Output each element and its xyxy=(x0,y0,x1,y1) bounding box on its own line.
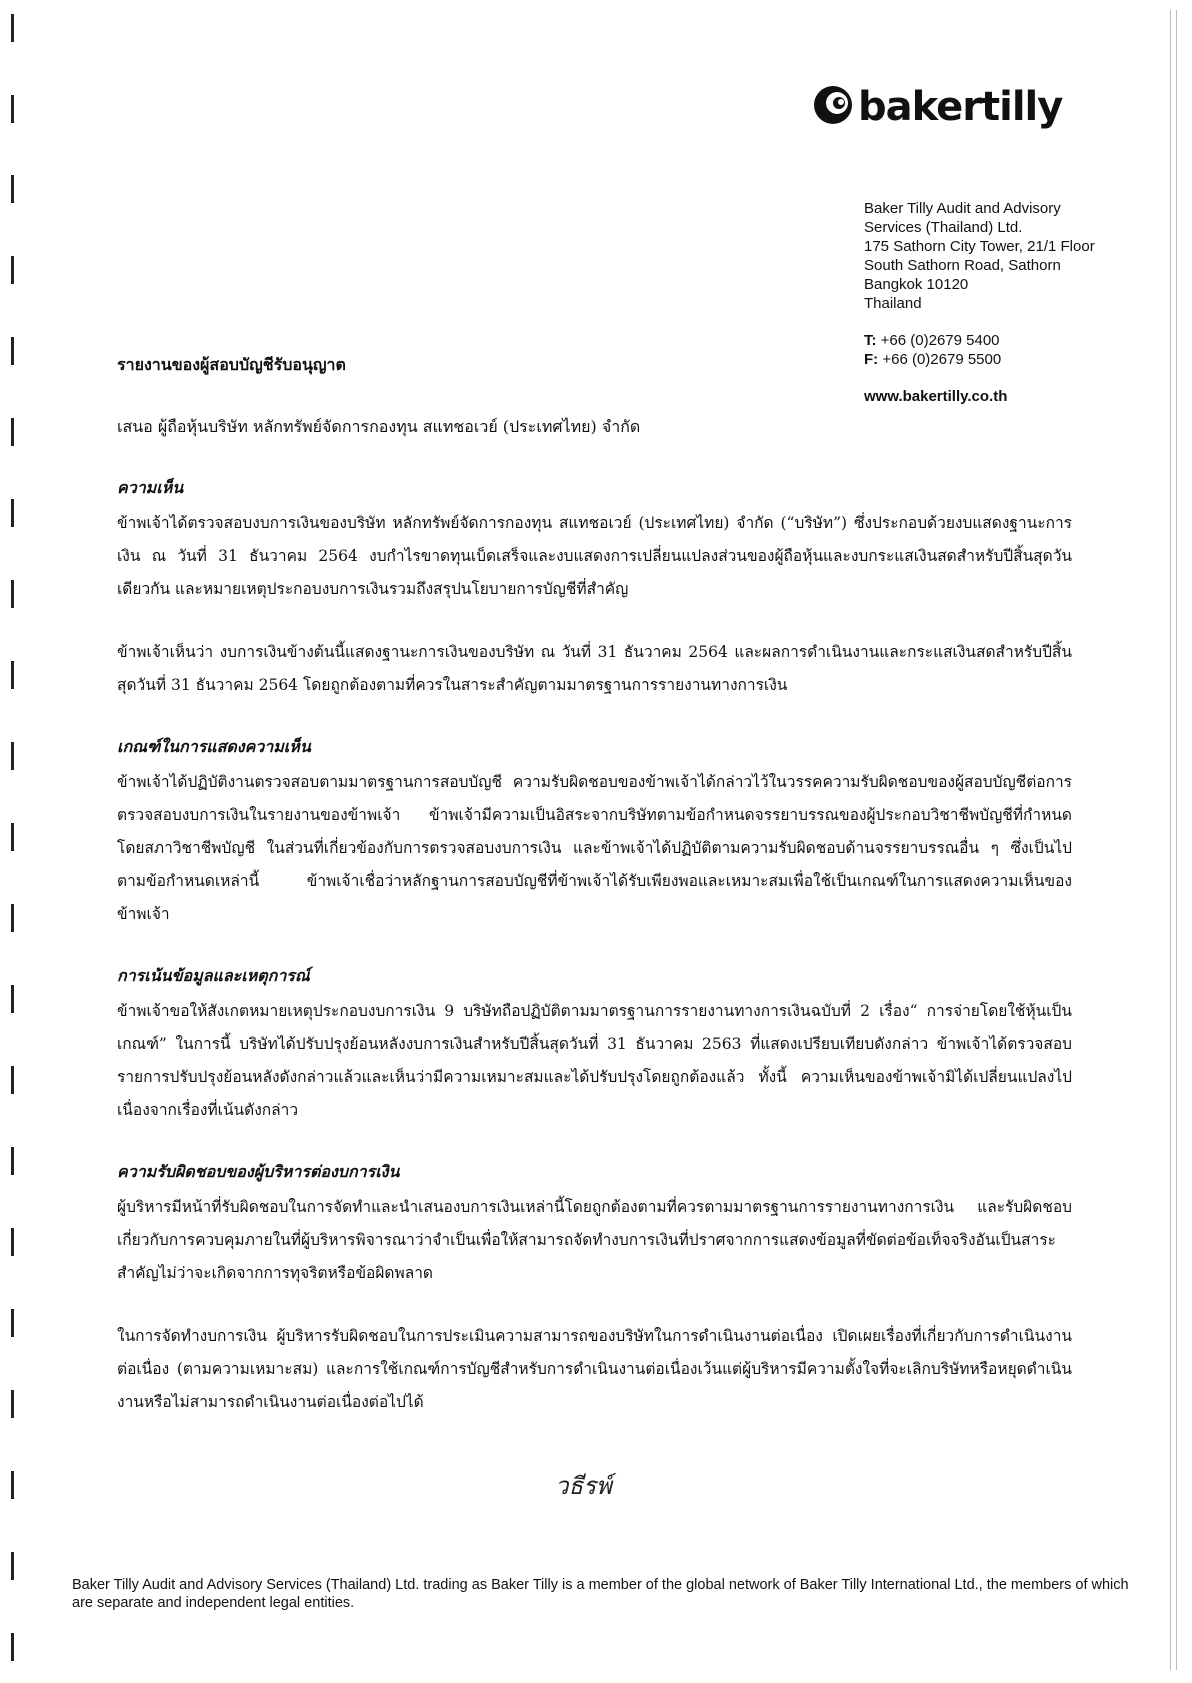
baker-tilly-swirl-icon xyxy=(810,82,856,132)
binding-mark xyxy=(11,1147,14,1175)
telephone xyxy=(864,331,1184,350)
logo-text: bakertilly xyxy=(858,84,1063,130)
section-heading-opinion: ความเห็น xyxy=(117,478,184,497)
telephone-number: +66 (0)2679 5400 xyxy=(880,332,1000,349)
binding-mark xyxy=(11,661,14,689)
addressee: เสนอ ผู้ถือหุ้นบริษัท หลักทรัพย์จัดการกองทุน สแทชอเวย์ (ประเทศไทย) จำกัด xyxy=(117,417,641,436)
section-heading-emphasis: การเน้นข้อมูลและเหตุการณ์ xyxy=(117,966,310,985)
binding-mark xyxy=(11,1309,14,1337)
page-footer: Baker Tilly Audit and Advisory Services (Thailand) Ltd. trading as Baker Tilly is a member of the global network of Baker Tilly International Ltd., the members of which are separate and independent legal entities. xyxy=(72,1577,1129,1611)
binding-mark xyxy=(11,175,14,203)
address-line: Baker Tilly Audit and Advisory xyxy=(864,200,1061,217)
telephone-label: T: xyxy=(864,332,877,349)
basis-paragraph: ข้าพเจ้าได้ปฏิบัติงานตรวจสอบตามมาตรฐานการสอบบัญชี ความรับผิดชอบของข้าพเจ้าได้กล่าวไว้ในวรรคความรับผิดชอบของผู้สอบบัญชีต่อการตรวจสอบงบการเงินในรายงานของข้าพเจ้า ข้าพเจ้ามีความเป็นอิสระจากบริษัทตามข้อกำหนดจรรยาบรรณของผู้ประกอบวิชาชีพบัญชีที่กำหนดโดยสภาวิชาชีพบัญชี ในส่วนที่เกี่ยวข้องกับการตรวจสอบงบการเงิน และข้าพเจ้าได้ปฏิบัติตามความรับผิดชอบด้านจรรยาบรรณอื่น ๆ ซึ่งเป็นไปตามข้อกำหนดเหล่านี้ ข้าพเจ้าเชื่อว่าหลักฐานการสอบบัญชีที่ข้าพเจ้าได้รับเพียงพอและเหมาะสมเพื่อใช้เป็นเกณฑ์ในการแสดงความเห็นของข้าพเจ้า xyxy=(117,773,1072,923)
address-line: Thailand xyxy=(864,295,922,312)
address-line: South Sathorn Road, Sathorn xyxy=(864,257,1061,274)
binding-mark xyxy=(11,418,14,446)
binding-mark xyxy=(11,1390,14,1418)
binding-mark xyxy=(11,823,14,851)
binding-mark xyxy=(11,985,14,1013)
binding-mark xyxy=(11,95,14,123)
fax-number: +66 (0)2679 5500 xyxy=(882,351,1002,368)
management-paragraph: ในการจัดทำงบการเงิน ผู้บริหารรับผิดชอบในการประเมินความสามารถของบริษัทในการดำเนินงานต่อเนื่อง เปิดเผยเรื่องที่เกี่ยวกับการดำเนินงานต่อเนื่อง (ตามความเหมาะสม) และการใช้เกณฑ์การบัญชีสำหรับการดำเนินงานต่อเนื่องเว้นแต่ผู้บริหารมีความตั้งใจที่จะเลิกบริษัทหรือหยุดดำเนินงานหรือไม่สามารถดำเนินงานต่อเนื่องต่อไปได้ xyxy=(117,1327,1072,1411)
binding-mark xyxy=(11,499,14,527)
address-line: 175 Sathorn City Tower, 21/1 Floor xyxy=(864,238,1095,255)
binding-mark xyxy=(11,1066,14,1094)
opinion-paragraph: ข้าพเจ้าเห็นว่า งบการเงินข้างต้นนี้แสดงฐานะการเงินของบริษัท ณ วันที่ 31 ธันวาคม 2564 และผลการดำเนินงานและกระแสเงินสดสำหรับปีสิ้นสุดวันที่ 31 ธันวาคม 2564 โดยถูกต้องตามที่ควรในสาระสำคัญตามมาตรฐานการรายงานทางการเงิน xyxy=(117,643,1072,694)
binding-mark xyxy=(11,337,14,365)
binding-mark xyxy=(11,1471,14,1499)
emphasis-paragraph: ข้าพเจ้าขอให้สังเกตหมายเหตุประกอบงบการเงิน 9 บริษัทถือปฏิบัติตามมาตรฐานการรายงานทางการเงินฉบับที่ 2 เรื่อง“ การจ่ายโดยใช้หุ้นเป็นเกณฑ์” ในการนี้ บริษัทได้ปรับปรุงย้อนหลังงบการเงินสำหรับปีสิ้นสุดวันที่ 31 ธันวาคม 2563 ที่แสดงเปรียบเทียบดังกล่าว ข้าพเจ้าได้ตรวจสอบรายการปรับปรุงย้อนหลังดังกล่าวแล้วและเห็นว่ามีความเหมาะสมและได้ปรับปรุงโดยถูกต้องแล้ว ทั้งนี้ ความเห็นของข้าพเจ้ามิได้เปลี่ยนแปลงไปเนื่องจากเรื่องที่เน้นดังกล่าว xyxy=(117,1002,1072,1119)
binding-mark xyxy=(11,14,14,42)
address-line: Bangkok 10120 xyxy=(864,276,969,293)
section-heading-basis: เกณฑ์ในการแสดงความเห็น xyxy=(117,737,311,756)
opinion-paragraph: ข้าพเจ้าได้ตรวจสอบงบการเงินของบริษัท หลักทรัพย์จัดการกองทุน สแทชอเวย์ (ประเทศไทย) จำกัด (“บริษัท”) ซึ่งประกอบด้วยงบแสดงฐานะการเงิน ณ วันที่ 31 ธันวาคม 2564 งบกำไรขาดทุนเบ็ดเสร็จและงบแสดงการเปลี่ยนแปลงส่วนของผู้ถือหุ้นและงบกระแสเงินสดสำหรับปีสิ้นสุดวันเดียวกัน และหมายเหตุประกอบงบการเงินรวมถึงสรุปนโยบายการบัญชีที่สำคัญ xyxy=(117,514,1072,598)
binding-mark xyxy=(11,1633,14,1661)
binding-mark xyxy=(11,580,14,608)
fax xyxy=(864,350,1184,369)
section-heading-management: ความรับผิดชอบของผู้บริหารต่องบการเงิน xyxy=(117,1162,400,1181)
website: www.bakertilly.co.th xyxy=(864,388,1008,405)
address-line: Services (Thailand) Ltd. xyxy=(864,219,1023,236)
management-paragraph: ผู้บริหารมีหน้าที่รับผิดชอบในการจัดทำและนำเสนองบการเงินเหล่านี้โดยถูกต้องตามที่ควรตามมาตรฐานการรายงานทางการเงิน และรับผิดชอบเกี่ยวกับการควบคุมภายในที่ผู้บริหารพิจารณาว่าจำเป็นเพื่อให้สามารถจัดทำงบการเงินที่ปราศจากการแสดงข้อมูลที่ขัดต่อข้อเท็จจริงอันเป็นสาระสำคัญไม่ว่าจะเกิดจากการทุจริตหรือข้อผิดพลาด xyxy=(117,1198,1072,1282)
binding-mark xyxy=(11,742,14,770)
binding-mark xyxy=(11,904,14,932)
company-logo xyxy=(810,82,1062,132)
office-address xyxy=(864,199,1184,406)
binding-mark xyxy=(11,256,14,284)
report-title: รายงานของผู้สอบบัญชีรับอนุญาต xyxy=(117,355,346,374)
handwritten-initials: วธีรพ์ xyxy=(555,1472,612,1500)
fax-label: F: xyxy=(864,351,879,368)
binding-mark xyxy=(11,1228,14,1256)
report-body xyxy=(117,477,1072,1419)
contact-numbers xyxy=(864,331,1184,369)
binding-mark xyxy=(11,1552,14,1580)
